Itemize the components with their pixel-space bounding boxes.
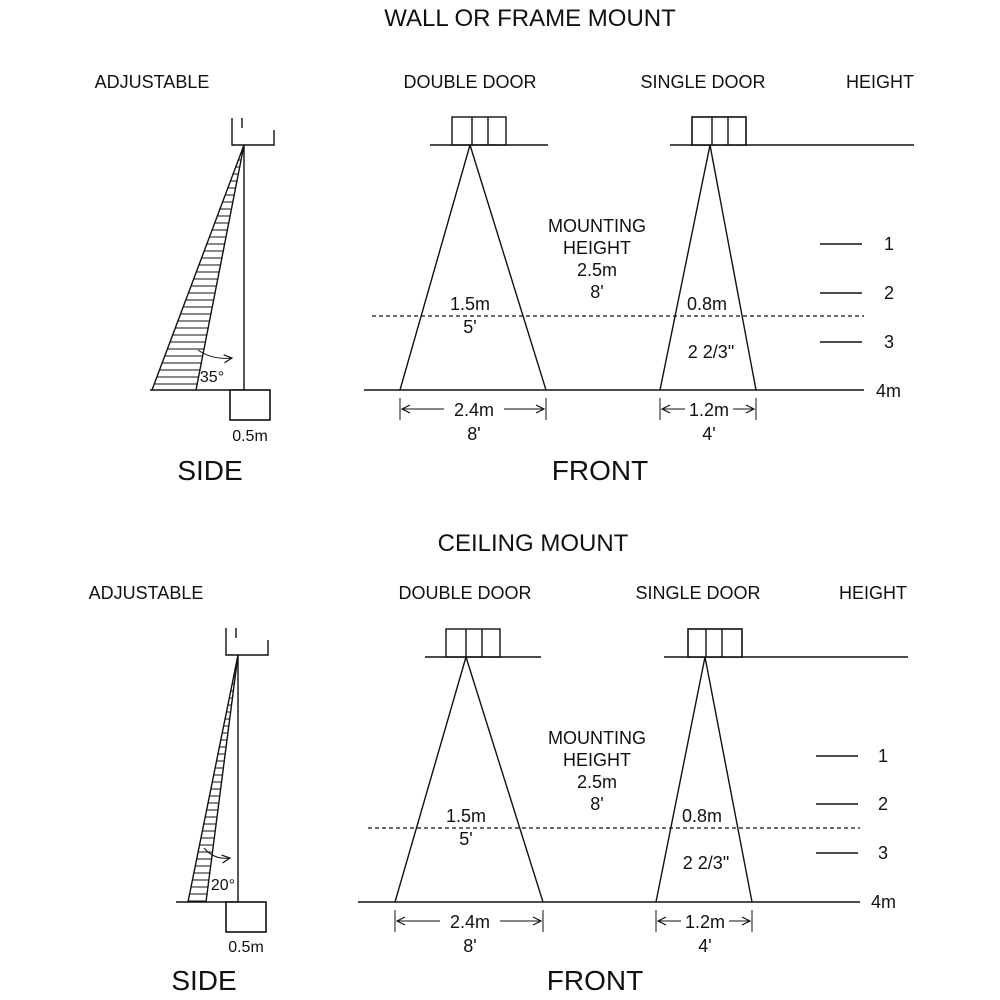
- single-base-width-ft: 4': [702, 424, 716, 444]
- side-label: SIDE: [171, 965, 237, 996]
- double-door-label: DOUBLE DOOR: [403, 72, 537, 92]
- double-base-width-m: 2.4m: [453, 400, 495, 420]
- height-tick-label: 2: [884, 283, 895, 303]
- adjustable-label: ADJUSTABLE: [88, 583, 204, 603]
- mounting-text-line: 2.5m: [576, 260, 618, 280]
- single-door-sensor: [692, 117, 746, 145]
- panel-title: WALL OR FRAME MOUNT: [384, 5, 676, 32]
- height-label: HEIGHT: [838, 583, 908, 603]
- double-beam-right: [470, 145, 546, 390]
- side-view: [171, 628, 268, 996]
- double-mid-width-ft: 5': [459, 829, 473, 849]
- double-beam-left: [395, 657, 466, 902]
- single-mid-width-ft: 2 2/3": [682, 853, 730, 873]
- beam-edge: [206, 655, 238, 902]
- panel-ceiling-mount: [89, 530, 908, 996]
- single-base-width-m: 1.2m: [684, 912, 726, 932]
- single-mid-width-m: 0.8m: [686, 294, 728, 314]
- front-label: FRONT: [546, 965, 644, 996]
- mounting-text-line: MOUNTING: [548, 216, 646, 236]
- mounting-text-line: 8': [590, 282, 604, 302]
- height-tick-label: 3: [878, 843, 889, 863]
- single-door-label: SINGLE DOOR: [640, 72, 766, 92]
- beam-edge: [188, 655, 238, 902]
- double-door-label: DOUBLE DOOR: [398, 583, 532, 603]
- panel-title: CEILING MOUNT: [437, 530, 629, 557]
- front-view: [358, 629, 908, 996]
- sensor-bracket: [232, 118, 274, 145]
- single-base-width-m: 1.2m: [688, 400, 730, 420]
- double-beam-left: [400, 145, 470, 390]
- height-tick-label: 4m: [871, 892, 897, 912]
- mounting-text-line: HEIGHT: [562, 238, 632, 258]
- floor-target-box: [230, 390, 270, 420]
- front-view: [364, 117, 914, 486]
- single-door-label: SINGLE DOOR: [635, 583, 761, 603]
- mounting-text-line: MOUNTING: [548, 728, 646, 748]
- angle-arrow: [204, 848, 230, 858]
- front-label: FRONT: [551, 455, 649, 486]
- double-door-sensor: [452, 117, 506, 145]
- double-door-sensor: [446, 629, 500, 657]
- double-base-width-m: 2.4m: [449, 912, 491, 932]
- double-base-width-ft: 8': [463, 936, 477, 956]
- angle-label: 35°: [199, 369, 225, 386]
- height-tick-label: 3: [884, 332, 895, 352]
- height-tick-label: 1: [878, 746, 889, 766]
- height-tick-label: 4m: [876, 381, 902, 401]
- single-door-sensor: [688, 629, 742, 657]
- height-label: HEIGHT: [845, 72, 915, 92]
- mounting-text-line: 2.5m: [576, 772, 618, 792]
- double-mid-width-ft: 5': [463, 317, 477, 337]
- side-width-label: 0.5m: [228, 939, 264, 956]
- single-mid-width-ft: 2 2/3": [687, 342, 735, 362]
- angle-label: 20°: [210, 877, 236, 894]
- mounting-text-line: HEIGHT: [562, 750, 632, 770]
- height-tick-label: 1: [884, 234, 895, 254]
- floor-target-box: [226, 902, 266, 932]
- mounting-text-line: 8': [590, 794, 604, 814]
- double-mid-width-m: 1.5m: [449, 294, 491, 314]
- side-width-label: 0.5m: [232, 428, 268, 445]
- adjustable-label: ADJUSTABLE: [94, 72, 210, 92]
- double-beam-right: [466, 657, 543, 902]
- double-base-width-ft: 8': [467, 424, 481, 444]
- sensor-bracket: [226, 628, 268, 655]
- side-view: [150, 118, 274, 486]
- single-mid-width-m: 0.8m: [681, 806, 723, 826]
- panel-wall-mount: [95, 5, 914, 486]
- height-tick-label: 2: [878, 794, 889, 814]
- double-mid-width-m: 1.5m: [445, 806, 487, 826]
- beam-edge: [152, 145, 244, 390]
- single-base-width-ft: 4': [698, 936, 712, 956]
- side-label: SIDE: [177, 455, 243, 486]
